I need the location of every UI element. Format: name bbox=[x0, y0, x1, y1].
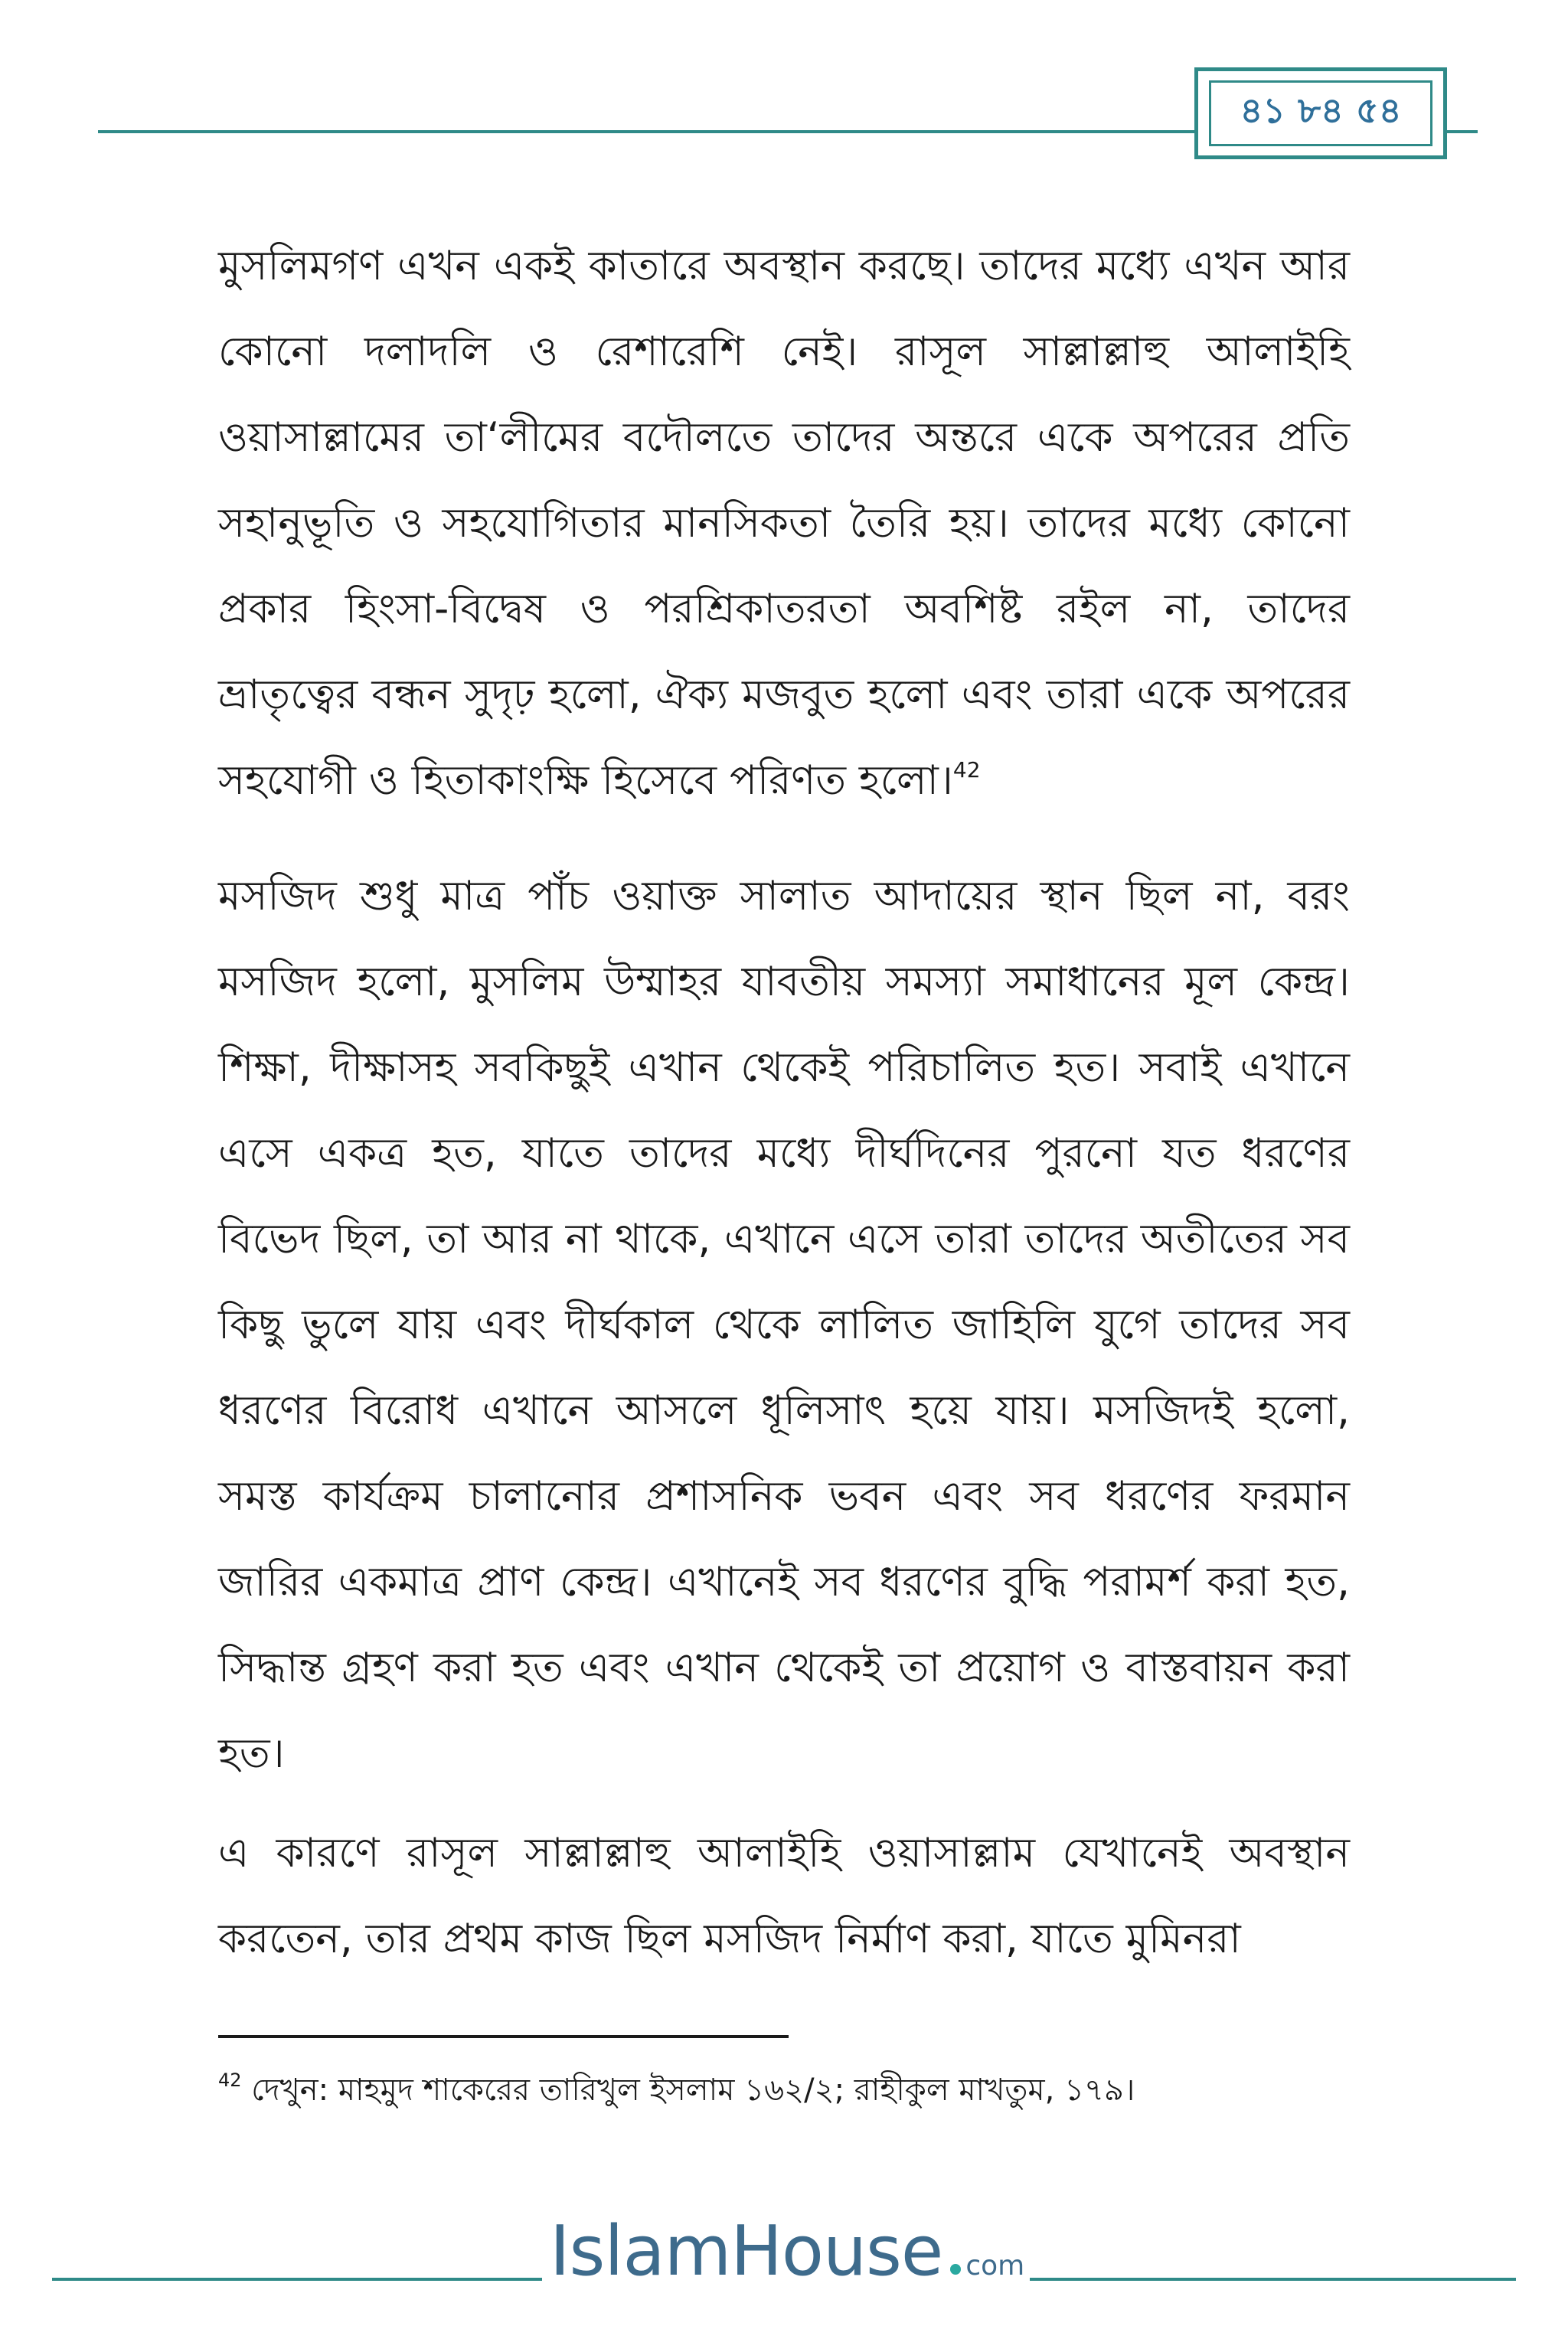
page-number-box bbox=[1194, 67, 1447, 159]
islamhouse-logo[interactable] bbox=[550, 2211, 1024, 2295]
body-text-2 bbox=[218, 854, 1350, 1797]
header-rule-left bbox=[98, 130, 1194, 133]
paragraph-1: মুসলিমগণ এখন একই কাতারে অবস্থান করছে। তাদের মধ্যে এখন আর কোনো দলাদলি ও রেশারেশি নেই। রাসূল সাল্লাল্লাহু আলাইহি ওয়াসাল্লামের তা‘লীমের বদৌলতে তাদের অন্তরে একে অপরের প্রতি সহানুভূতি ও সহযোগিতার মানসিকতা তৈরি হয়। তাদের মধ্যে কোনো প্রকার হিংসা-বিদ্বেষ ও পরশ্রিকাতরতা অবশিষ্ট রইল না, তাদের ভ্রাতৃত্বের বন্ধন সুদৃঢ় হলো, ঐক্য মজবুত হলো এবং তারা একে অপরের সহযোগী ও হিতাকাংক্ষি হিসেবে পরিণত হলো।$^{42}$ bbox=[218, 243, 1350, 804]
footnote bbox=[218, 2067, 1135, 2113]
body-text bbox=[218, 224, 1350, 824]
paragraph-2: মসজিদ শুধু মাত্র পাঁচ ওয়াক্ত সালাত আদায়ের স্থান ছিল না, বরং মসজিদ হলো, মুসলিম উম্মাহর যাবতীয় সমস্যা সমাধানের মূল কেন্দ্র। শিক্ষা, দীক্ষাসহ সবকিছুই এখান থেকেই পরিচালিত হত। সবাই এখানে এসে একত্র হত, যাতে তাদের মধ্যে দীর্ঘদিনের পুরনো যত ধরণের বিভেদ ছিল, তা আর না থাকে, এখানে এসে তারা তাদের অতীতের সব কিছু ভুলে যায় এবং দীর্ঘকাল থেকে লালিত জাহিলি যুগে তাদের সব ধরণের বিরোধ এখানে আসলে ধূলিসাৎ হয়ে যায়। মসজিদই হলো, সমস্ত কার্যক্রম চালানোর প্রশাসনিক ভবন এবং সব ধরণের ফরমান জারির একমাত্র প্রাণ কেন্দ্র। এখানেই সব ধরণের বুদ্ধি পরামর্শ করা হত, সিদ্ধান্ত গ্রহণ করা হত এবং এখান থেকেই তা প্রয়োগ ও বাস্তবায়ন করা হত। bbox=[218, 873, 1350, 1777]
footnote-text: দেখুন: মাহমুদ শাকেরের তারিখুল ইসলাম ১৬২/২; রাহীকুল মাখতুম, ১৭৯। bbox=[251, 2073, 1135, 2108]
footnote-divider bbox=[218, 2035, 789, 2038]
paragraph-3: এ কারণে রাসূল সাল্লাল্লাহু আলাইহি ওয়াসাল্লাম যেখানেই অবস্থান করতেন, তার প্রথম কাজ ছিল মসজিদ নির্মাণ করা, যাতে মুমিনরা bbox=[218, 1830, 1350, 1962]
page-number: ৪১ ৮৪ ৫৪ bbox=[1209, 80, 1432, 146]
logo-dot-icon bbox=[950, 2264, 961, 2275]
footer-rule-left bbox=[52, 2278, 542, 2281]
footnote-number: 42 bbox=[218, 2069, 242, 2091]
footnote-ref[interactable]: 42 bbox=[952, 757, 981, 782]
header-rule-right bbox=[1447, 130, 1478, 133]
logo-wordmark: IslamHouse bbox=[550, 2211, 943, 2292]
body-text-3 bbox=[218, 1811, 1350, 1982]
footer-rule-right bbox=[1030, 2278, 1516, 2281]
logo-suffix: com bbox=[965, 2250, 1025, 2282]
